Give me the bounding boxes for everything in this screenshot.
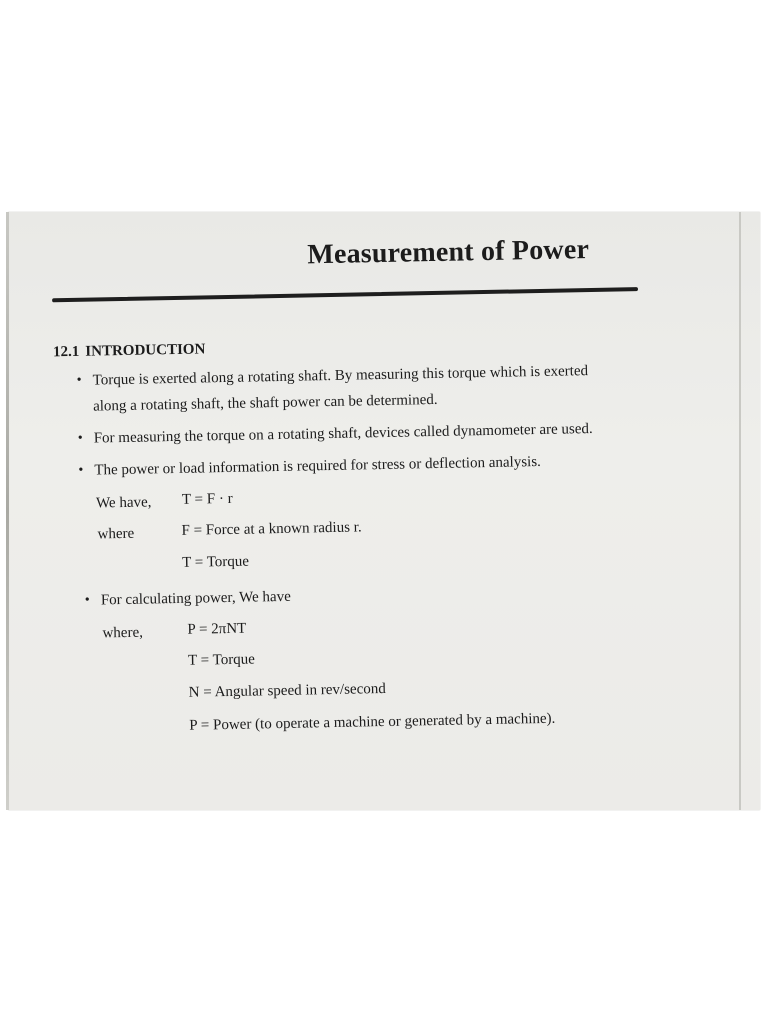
bullet-dot: • bbox=[84, 592, 90, 608]
bullet-2-line-1: For measuring the torque on a rotating shaft, devices called dynamometer are used. bbox=[93, 420, 593, 447]
power-where-label: where, bbox=[102, 624, 144, 642]
section-heading bbox=[53, 341, 206, 361]
speed-definition: N = Angular speed in rev/second bbox=[188, 681, 386, 701]
bullet-item-1 bbox=[76, 358, 589, 420]
section-number: 12.1 bbox=[52, 343, 80, 361]
where-label: where bbox=[97, 525, 135, 543]
power-definition: P = Power (to operate a machine or generated by a machine). bbox=[189, 710, 556, 734]
force-definition: F = Force at a known radius r. bbox=[181, 519, 362, 539]
title-underline bbox=[52, 287, 638, 302]
chapter-title: Measurement of Power bbox=[306, 234, 590, 271]
power-bullet-text: For calculating power, We have bbox=[100, 588, 291, 609]
bullet-1-line-2: along a rotating shaft, the shaft power can be determined. bbox=[92, 391, 438, 415]
power-equation: P = 2πNT bbox=[187, 620, 247, 638]
bullet-3-line-1: The power or load information is required for stress or deflection analysis. bbox=[94, 453, 541, 479]
bullet-dot: • bbox=[76, 372, 82, 388]
power-torque-definition: T = Torque bbox=[187, 651, 256, 669]
bullet-1-line-1: Torque is exerted along a rotating shaft. By measuring this torque which is exerted bbox=[92, 363, 589, 389]
we-have-label: We have, bbox=[95, 494, 152, 512]
torque-definition: T = Torque bbox=[182, 553, 250, 571]
bullet-dot: • bbox=[78, 462, 84, 478]
bullet-dot: • bbox=[77, 430, 83, 446]
bullet-item-2 bbox=[77, 416, 593, 452]
bullet-item-4 bbox=[84, 584, 291, 614]
section-title: INTRODUCTION bbox=[85, 341, 206, 360]
bullet-item-3 bbox=[78, 449, 541, 484]
torque-equation: T = F · r bbox=[181, 490, 233, 508]
